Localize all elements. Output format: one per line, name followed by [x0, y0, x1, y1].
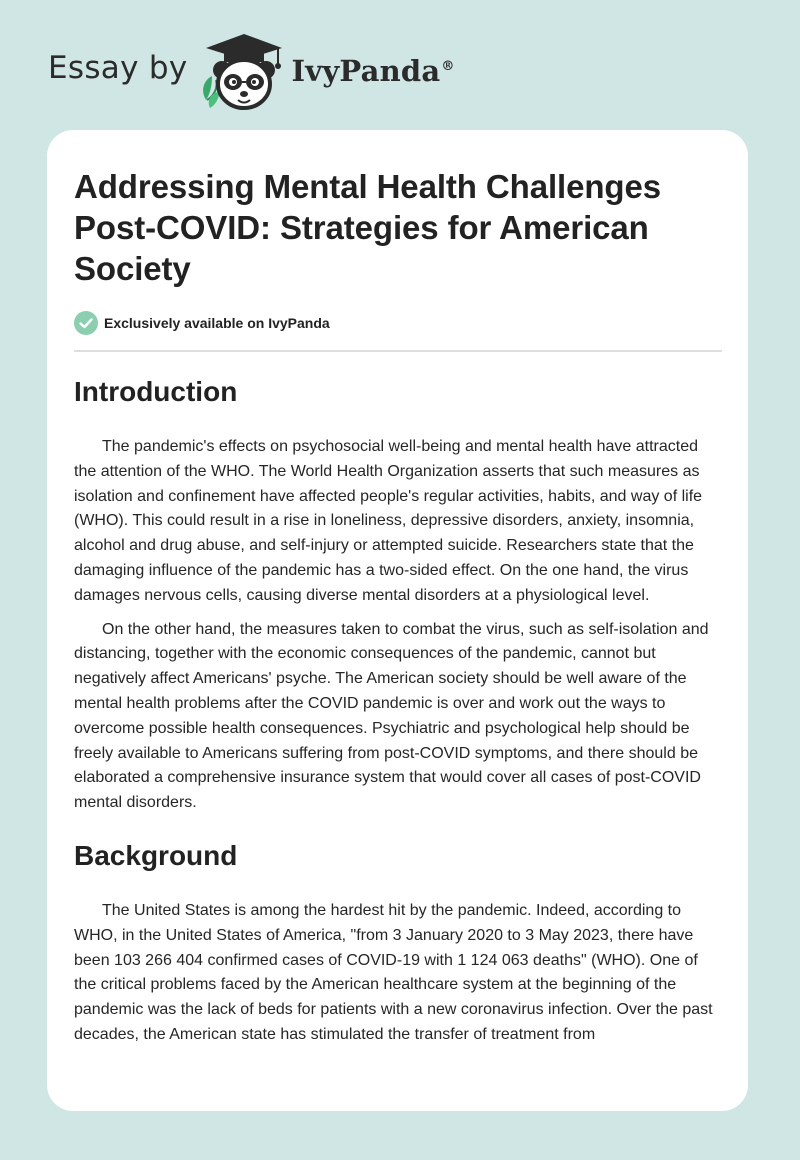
exclusive-badge	[74, 310, 722, 336]
section-introduction	[74, 374, 722, 816]
panda-graduate-logo-icon[interactable]	[198, 30, 290, 114]
paragraph: The United States is among the hardest hit by the pandemic. Indeed, according to WHO, in the United States of America, "from 3 January 2020 to 3 May 2023, there have been 103 266 404 confirmed cases of COVID-19 with 1 124 063 deaths" (WHO). One of the critical problems faced by the American healthcare system at the beginning of the pandemic was the lack of beds for patients with a new coronavirus infection. Over the past decades, the American state has stimulated the transfer of treatment from	[74, 901, 713, 1043]
paragraph: The pandemic's effects on psychosocial well-being and mental health have attracted the attention of the WHO. The World Health Organization asserts that such measures as isolation and confinement have affected people's regular activities, habits, and way of life (WHO). This could result in a rise in loneliness, depressive disorders, anxiety, insomnia, alcohol and drug abuse, and self-injury or attempted suicide. Researchers state that the damaging influence of the pandemic has a two-sided effect. On the one hand, the virus damages nervous cells, causing diverse mental disorders at a physiological level.	[74, 438, 703, 604]
section-background	[74, 838, 722, 1048]
essay-title: Addressing Mental Health Challenges Post-COVID: Strategies for American Society	[74, 168, 661, 287]
site-header	[48, 30, 455, 114]
section-heading: Introduction	[74, 376, 238, 407]
brand-name-text: IvyPanda	[291, 54, 441, 88]
check-circle-icon	[74, 311, 98, 335]
essay-card	[47, 130, 748, 1111]
paragraph: On the other hand, the measures taken to combat the virus, such as self-isolation and distancing, together with the economic consequences of the pandemic, cannot but negatively affect Americans' psyche. The American society should be well aware of the mental health problems after the COVID pandemic is over and work out the ways to overcome possible health consequences. Psychiatric and psychological help should be freely available to Americans suffering from post-COVID symptoms, and there should be elaborated a comprehensive insurance system that would cover all cases of post-COVID mental disorders.	[74, 620, 709, 812]
section-heading: Background	[74, 839, 238, 871]
exclusive-label: Exclusively available on IvyPanda	[104, 315, 330, 331]
divider	[74, 350, 722, 352]
registered-mark: ®	[441, 59, 455, 75]
brand-prefix: Essay by	[48, 50, 188, 86]
brand-name[interactable]	[292, 54, 455, 88]
